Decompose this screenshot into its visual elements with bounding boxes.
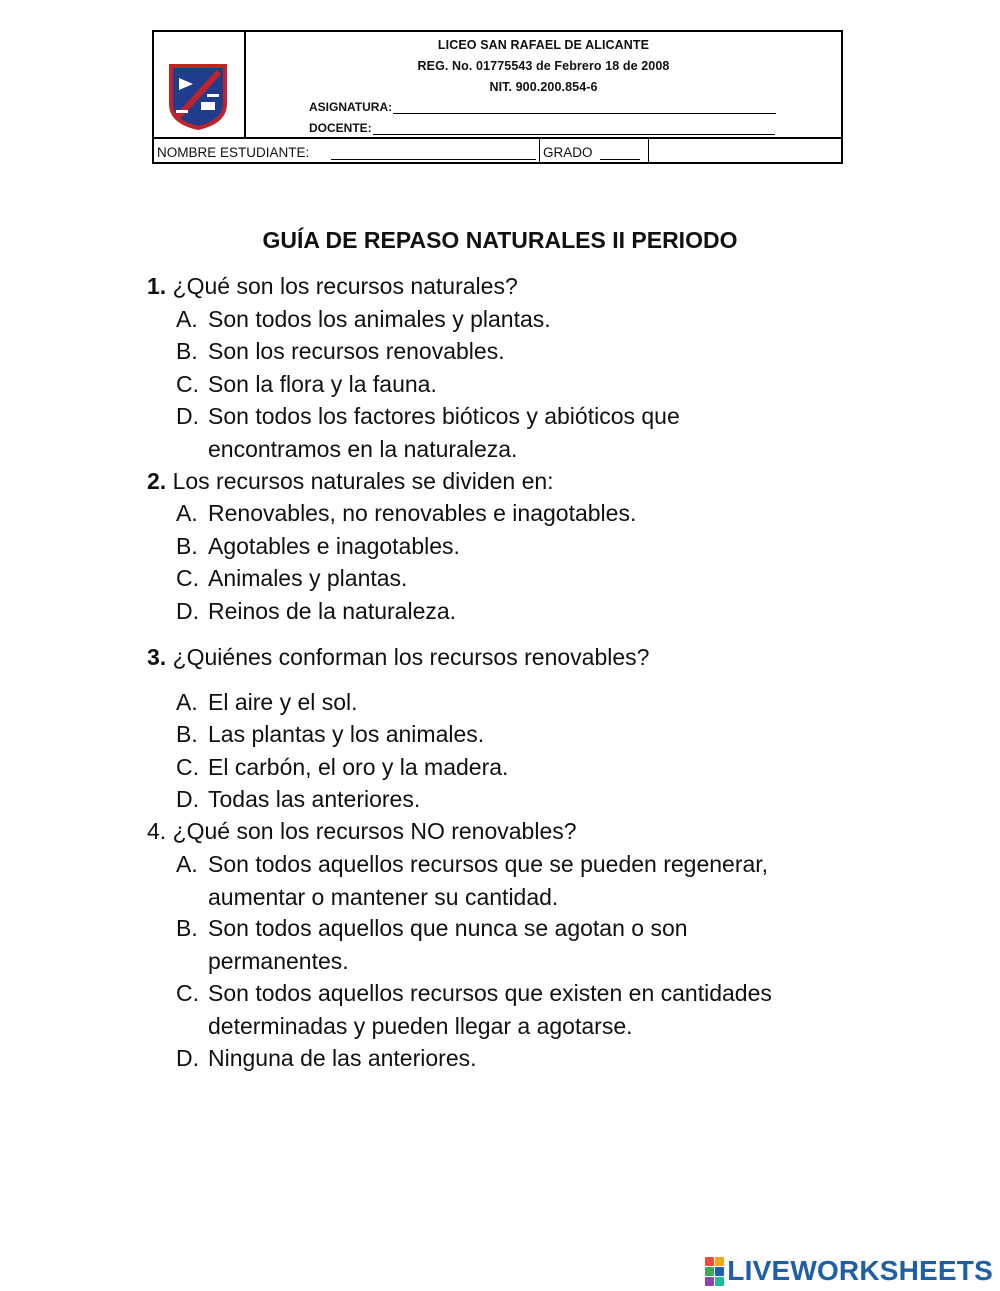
student-name-label: NOMBRE ESTUDIANTE: (157, 145, 310, 160)
grade-label: GRADO (543, 145, 593, 160)
question-1 (147, 270, 518, 303)
option-4b[interactable] (176, 912, 798, 977)
option-3b[interactable] (176, 718, 858, 751)
option-text: Ninguna de las anteriores. (208, 1045, 477, 1071)
option-3d[interactable] (176, 783, 858, 816)
option-4d[interactable] (176, 1042, 858, 1075)
grade-blank[interactable] (600, 159, 640, 160)
option-text: Son todos aquellos recursos que se pueden regenerar, aumentar o mantener su cantidad. (208, 851, 769, 910)
student-name-blank[interactable] (331, 159, 536, 160)
question-number: 4. (147, 818, 167, 844)
option-letter: B. (176, 915, 198, 941)
liveworksheets-icon (705, 1257, 724, 1286)
option-2d[interactable] (176, 595, 858, 628)
option-letter: A. (176, 689, 198, 715)
option-text: Son todos los factores bióticos y abióticos que encontramos en la naturaleza. (208, 403, 680, 462)
subject-blank[interactable] (393, 101, 776, 114)
option-text: Son todos aquellos recursos que existen en cantidades determinadas y pueden llegar a agotarse. (208, 980, 772, 1039)
logo-cell (154, 32, 246, 137)
option-letter: D. (176, 598, 199, 624)
option-1b[interactable] (176, 335, 858, 368)
page-title: GUÍA DE REPASO NATURALES II PERIODO (262, 227, 738, 253)
option-text: Renovables, no renovables e inagotables. (208, 500, 637, 526)
option-3c[interactable] (176, 751, 858, 784)
option-2a[interactable] (176, 497, 858, 530)
option-letter: B. (176, 721, 198, 747)
option-text: El aire y el sol. (208, 689, 358, 715)
school-crest-icon (167, 64, 229, 130)
brand-name: LIVEWORKSHEETS (727, 1255, 993, 1286)
subject-label: ASIGNATURA: (309, 100, 393, 114)
option-4a[interactable] (176, 848, 858, 913)
question-number: 1. (147, 273, 167, 299)
question-4 (147, 815, 577, 848)
option-letter: B. (176, 338, 198, 364)
question-text: ¿Qué son los recursos NO renovables? (172, 818, 577, 844)
option-letter: C. (176, 565, 199, 591)
option-1c[interactable] (176, 368, 858, 401)
option-letter: B. (176, 533, 198, 559)
option-4c[interactable] (176, 977, 858, 1042)
option-letter: D. (176, 786, 199, 812)
option-text: Animales y plantas. (208, 565, 408, 591)
option-text: Todas las anteriores. (208, 786, 421, 812)
liveworksheets-logo[interactable] (705, 1255, 993, 1287)
question-text: ¿Qué son los recursos naturales? (172, 273, 518, 299)
question-2 (147, 465, 554, 498)
option-letter: C. (176, 371, 199, 397)
school-nit: NIT. 900.200.854-6 (489, 80, 598, 94)
question-text: Los recursos naturales se dividen en: (172, 468, 554, 494)
option-letter: C. (176, 754, 199, 780)
option-2c[interactable] (176, 562, 858, 595)
divider (648, 139, 649, 162)
school-name: LICEO SAN RAFAEL DE ALICANTE (437, 38, 650, 52)
option-letter: D. (176, 403, 199, 429)
option-1a[interactable] (176, 303, 858, 336)
option-text: Son la flora y la fauna. (208, 371, 437, 397)
question-text: ¿Quiénes conforman los recursos renovables? (172, 644, 650, 670)
divider (539, 139, 540, 162)
option-text: Agotables e inagotables. (208, 533, 460, 559)
option-text: Son todos los animales y plantas. (208, 306, 551, 332)
option-letter: A. (176, 851, 198, 877)
option-letter: C. (176, 980, 199, 1006)
school-info (246, 32, 841, 137)
option-2b[interactable] (176, 530, 858, 563)
option-text: El carbón, el oro y la madera. (208, 754, 509, 780)
student-row (154, 137, 841, 162)
teacher-blank[interactable] (373, 122, 775, 135)
question-number: 3. (147, 644, 167, 670)
option-text: Reinos de la naturaleza. (208, 598, 457, 624)
option-text: Son todos aquellos que nunca se agotan o son permanentes. (208, 915, 688, 974)
question-3 (147, 641, 649, 674)
teacher-label: DOCENTE: (309, 121, 372, 135)
option-letter: A. (176, 306, 198, 332)
option-letter: D. (176, 1045, 199, 1071)
option-text: Son los recursos renovables. (208, 338, 505, 364)
school-header (152, 30, 843, 164)
option-3a[interactable] (176, 686, 858, 719)
subject-field[interactable] (309, 100, 776, 114)
teacher-field[interactable] (309, 121, 775, 135)
question-number: 2. (147, 468, 167, 494)
school-registration: REG. No. 01775543 de Febrero 18 de 2008 (417, 59, 670, 73)
option-letter: A. (176, 500, 198, 526)
option-text: Las plantas y los animales. (208, 721, 485, 747)
option-1d[interactable] (176, 400, 768, 465)
